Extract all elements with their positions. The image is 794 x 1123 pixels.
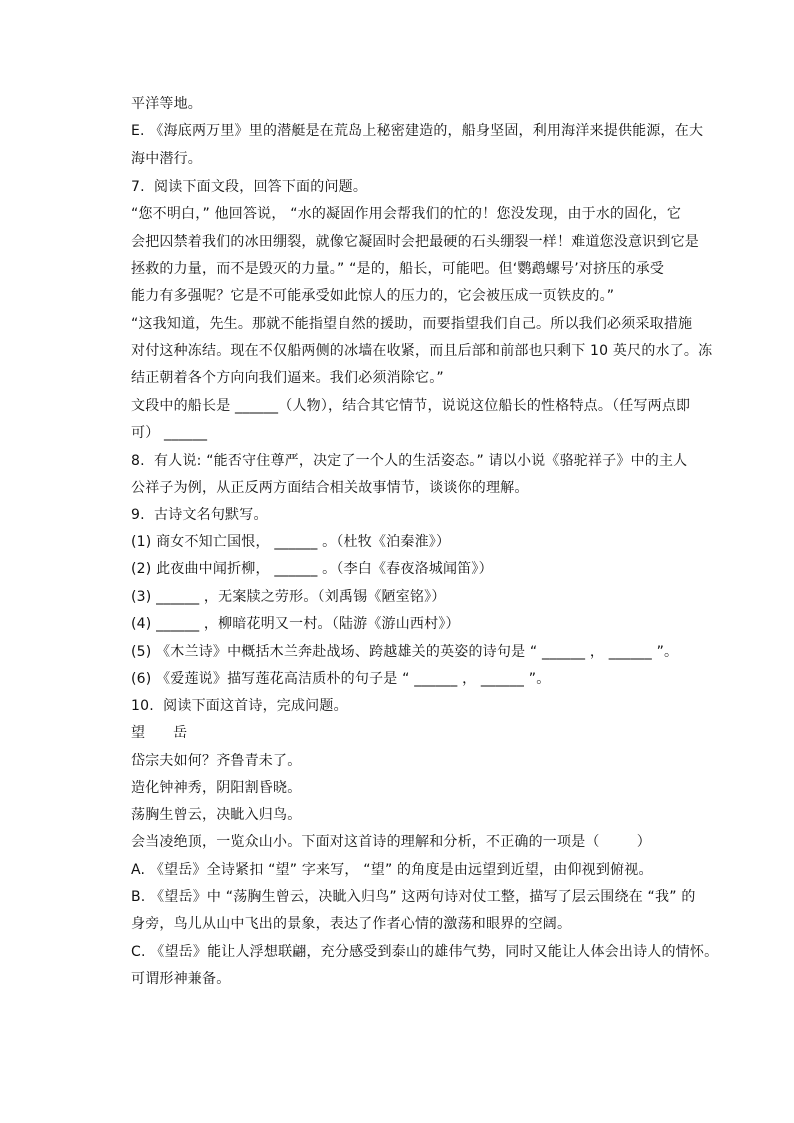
passage-line: 会把囚禁着我们的冰田绷裂，就像它凝固时会把最硬的石头绷裂一样！难道您没意识到它是 <box>131 234 699 250</box>
poem-line: 造化钟神秀，阴阳割昏晓。 <box>131 780 302 796</box>
text-line: 海中潜行。 <box>131 151 202 167</box>
fill-in-item: (5) 《木兰诗》中概括木兰奔赴战场、跨越雄关的英姿的诗句是 “ ______ ， ______ ”。 <box>131 644 679 660</box>
option-a: A. 《望岳》全诗紧扣 “望” 字来写， “望” 的角度是由远望到近望，由仰视到俯视。 <box>131 862 653 878</box>
poem-title: 望 岳 <box>131 725 188 741</box>
passage-line: “这我知道，先生。那就不能指望自然的援助，而要指望我们自己。所以我们必须采取措施 <box>131 316 693 332</box>
option-c: C. 《望岳》能让人浮想联翩，充分感受到泰山的雄伟气势，同时又能让人体会出诗人的情怀。 <box>131 944 719 960</box>
passage-line: 拯救的力量，而不是毁灭的力量。” “是的，船长，可能吧。但‘鹦鹉螺号’对挤压的承受 <box>131 261 665 277</box>
question-10-title: 10. 阅读下面这首诗，完成问题。 <box>131 698 348 714</box>
passage-line: “您不明白，” 他回答说， “水的凝固作用会帮我们的忙的！您没发现，由于水的固化，它 <box>131 206 682 222</box>
question-7-prompt: 文段中的船长是 ______（人物），结合其它情节，说说这位船长的性格特点。（任写两点即 <box>131 398 691 414</box>
passage-line: 对付这种冻结。现在不仅船两侧的冰墙在收紧，而且后部和前部也只剩下 10 英尺的水了。冻 <box>131 343 713 359</box>
option-e-line: E. 《海底两万里》里的潜艇是在荒岛上秘密建造的，船身坚固，利用海洋来提供能源，在大 <box>131 123 704 139</box>
poem-line: 岱宗夫如何？齐鲁青未了。 <box>131 753 302 769</box>
fill-in-item: (4) ______ ，柳暗花明又一村。（陆游《游山西村》） <box>131 616 460 632</box>
passage-line: 能力有多强呢？它是不可能承受如此惊人的压力的，它会被压成一页铁皮的。” <box>131 288 615 304</box>
option-c-cont: 可谓形神兼备。 <box>131 971 231 987</box>
poem-line: 荡胸生曾云，决眦入归鸟。 <box>131 807 302 823</box>
question-9-title: 9. 古诗文名句默写。 <box>131 507 268 523</box>
question-7-title: 7. 阅读下面文段，回答下面的问题。 <box>131 179 368 195</box>
question-7-prompt: 可） ______ <box>131 425 208 441</box>
fill-in-item: (2) 此夜曲中闻折柳， ______ 。（李白《春夜洛城闻笛》） <box>131 561 493 577</box>
option-b-cont: 身旁，鸟儿从山中飞出的景象，表达了作者心情的激荡和眼界的空阔。 <box>131 916 572 932</box>
fill-in-item: (1) 商女不知亡国恨， ______ 。（杜牧《泊秦淮》） <box>131 534 451 550</box>
question-8-text: 公祥子为例，从正反两方面结合相关故事情节，谈谈你的理解。 <box>131 480 529 496</box>
question-8-title: 8. 有人说: “能否守住尊严，决定了一个人的生活姿态。” 请以小说《骆驼祥子》中的主人 <box>131 453 688 469</box>
passage-line: 结正朝着各个方向向我们逼来。我们必须消除它。” <box>131 370 444 386</box>
option-b: B. 《望岳》中 “荡胸生曾云，决眦入归鸟” 这两句诗对仗工整，描写了层云围绕在 “我” 的 <box>131 889 696 905</box>
poem-line-and-question: 会当凌绝顶，一览众山小。下面对这首诗的理解和分析，不正确的一项是（ ） <box>131 834 651 850</box>
fill-in-item: (6) 《爱莲说》描写莲花高洁质朴的句子是 “ ______ ， ______ ”。 <box>131 671 551 687</box>
fill-in-item: (3) ______ ，无案牍之劳形。（刘禹锡《陋室铭》） <box>131 589 446 605</box>
text-line: 平洋等地。 <box>131 96 202 112</box>
